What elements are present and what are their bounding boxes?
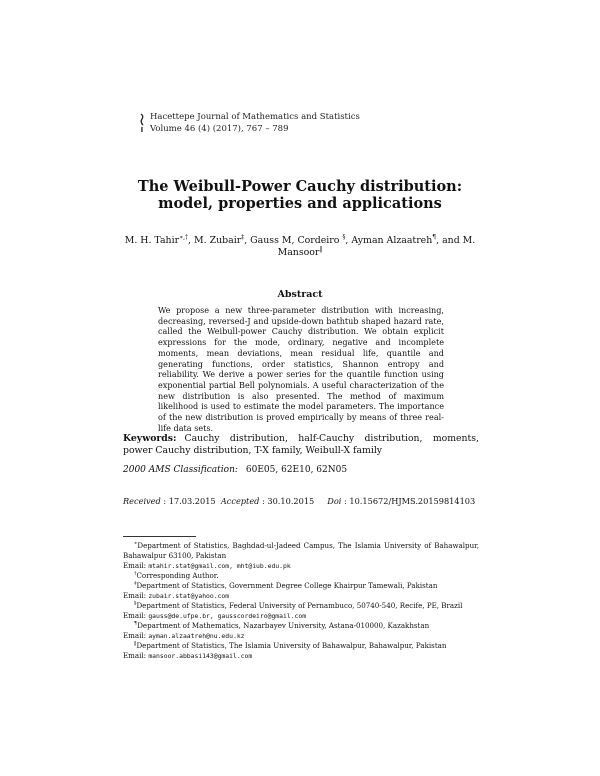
- email-link[interactable]: mansoor.abbasi143@gmail.com: [148, 652, 253, 660]
- author-footnote-mark: ‖: [319, 245, 323, 253]
- footnote-email: Email: zubair.stat@yahoo.com: [123, 591, 230, 600]
- keywords-text: Cauchy distribution, half-Cauchy distribution, moments, power Cauchy distribution, T-X family, Weibull-X family: [123, 433, 479, 456]
- footnote-email: Email: mtahir.stat@gmail.com, mht@iub.edu.pk: [123, 561, 291, 570]
- footnote: †Corresponding Author.: [134, 570, 219, 580]
- author-name: , M. Zubair: [188, 235, 242, 246]
- footnote: ¶Department of Mathematics, Nazarbayev University, Astana-010000, Kazakhstan: [134, 620, 430, 630]
- accepted-date: 30.10.2015: [267, 496, 315, 506]
- author-footnote-mark: ‡: [241, 233, 245, 241]
- footnote-email: Email: ayman.alzaatreh@nu.edu.kz: [123, 631, 245, 640]
- abstract-text: We propose a new three-parameter distribution with increasing, decreasing, reversed-J and upside-down bathtub shaped hazard rate, called the Weibull-power Cauchy distribution. We obtain explicit expressions for the mode, ordinary, negative and incomplete moments, mean deviations, mean residual life, quantile and generating functions, order statistics, Shannon entropy and reliability. We derive a power series for the quantile function using exponential partial Bell polynomials. A useful characterization of the new distribution is also presented. The method of maximum likelihood is used to estimate the model parameters. The importance of the new distribution is proved empirically by means of three real-life data sets.: [158, 305, 444, 433]
- email-link[interactable]: zubair.stat@yahoo.com: [148, 592, 230, 600]
- author-name: M. H. Tahir: [124, 235, 180, 246]
- title-line-1: The Weibull-Power Cauchy distribution:: [137, 178, 463, 195]
- ams-label: 2000 AMS Classification:: [123, 465, 238, 475]
- author-name: , Gauss M, Cordeiro: [244, 235, 343, 246]
- keywords-label: Keywords:: [123, 433, 177, 444]
- footnote: ‡Department of Statistics, Government Degree College Khairpur Tamewali, Pakistan: [134, 580, 438, 590]
- paper-title: [0, 178, 600, 212]
- author-list: [118, 235, 482, 259]
- ams-classification: [123, 465, 347, 475]
- received-label: Received: [123, 496, 161, 506]
- journal-name: Hacettepe Journal of Mathematics and Statistics: [150, 112, 360, 122]
- journal-header: [150, 111, 360, 135]
- footnotes: [123, 541, 479, 661]
- title-line-2: model, properties and applications: [158, 195, 442, 212]
- doi-label: Doi: [327, 496, 342, 506]
- footnote-email: Email: gauss@de.ufpe.br, gausscordeiro@gmail.com: [123, 611, 307, 620]
- doi-value: 10.15672/HJMS.20159814103: [349, 496, 476, 506]
- publication-dates: Received : 17.03.2015 Accepted : 30.10.2015 Doi : 10.15672/HJMS.20159814103: [123, 496, 476, 506]
- footnote: §Department of Statistics, Federal University of Pernambuco, 50740-540, Recife, PE, Brazil: [134, 600, 463, 610]
- author-footnote-mark: ¶: [432, 233, 437, 241]
- journal-logo-icon: [138, 112, 146, 134]
- email-link[interactable]: mtahir.stat@gmail.com, mht@iub.edu.pk: [148, 562, 291, 570]
- ams-codes: 60E05, 62E10, 62N05: [245, 465, 348, 475]
- footnote-divider: [123, 536, 196, 537]
- author-name: , Ayman Alzaatreh: [345, 235, 433, 246]
- author-footnote-mark: §: [342, 233, 346, 241]
- footnote: ∗Department of Statistics, Baghdad-ul-Jadeed Campus, The Islamia University of Bahawalpur, Bahawalpur 63100, Pakistan: [123, 540, 479, 560]
- footnote-email: Email: mansoor.abbasi143@gmail.com: [123, 651, 253, 660]
- received-date: 17.03.2015: [168, 496, 216, 506]
- abstract-heading: Abstract: [277, 289, 323, 300]
- email-link[interactable]: ayman.alzaatreh@nu.edu.kz: [148, 632, 245, 640]
- journal-volume: Volume 46 (4) (2017), 767 – 789: [150, 124, 289, 134]
- author-name: , and M. Mansoor: [277, 235, 476, 258]
- footnote: ‖Department of Statistics, The Islamia University of Bahawalpur, Bahawalpur, Pakistan: [134, 640, 447, 650]
- email-link[interactable]: gauss@de.ufpe.br, gausscordeiro@gmail.com: [148, 612, 307, 620]
- keywords: [123, 433, 479, 457]
- accepted-label: Accepted: [220, 496, 260, 506]
- author-footnote-mark: ∗,†: [179, 233, 189, 241]
